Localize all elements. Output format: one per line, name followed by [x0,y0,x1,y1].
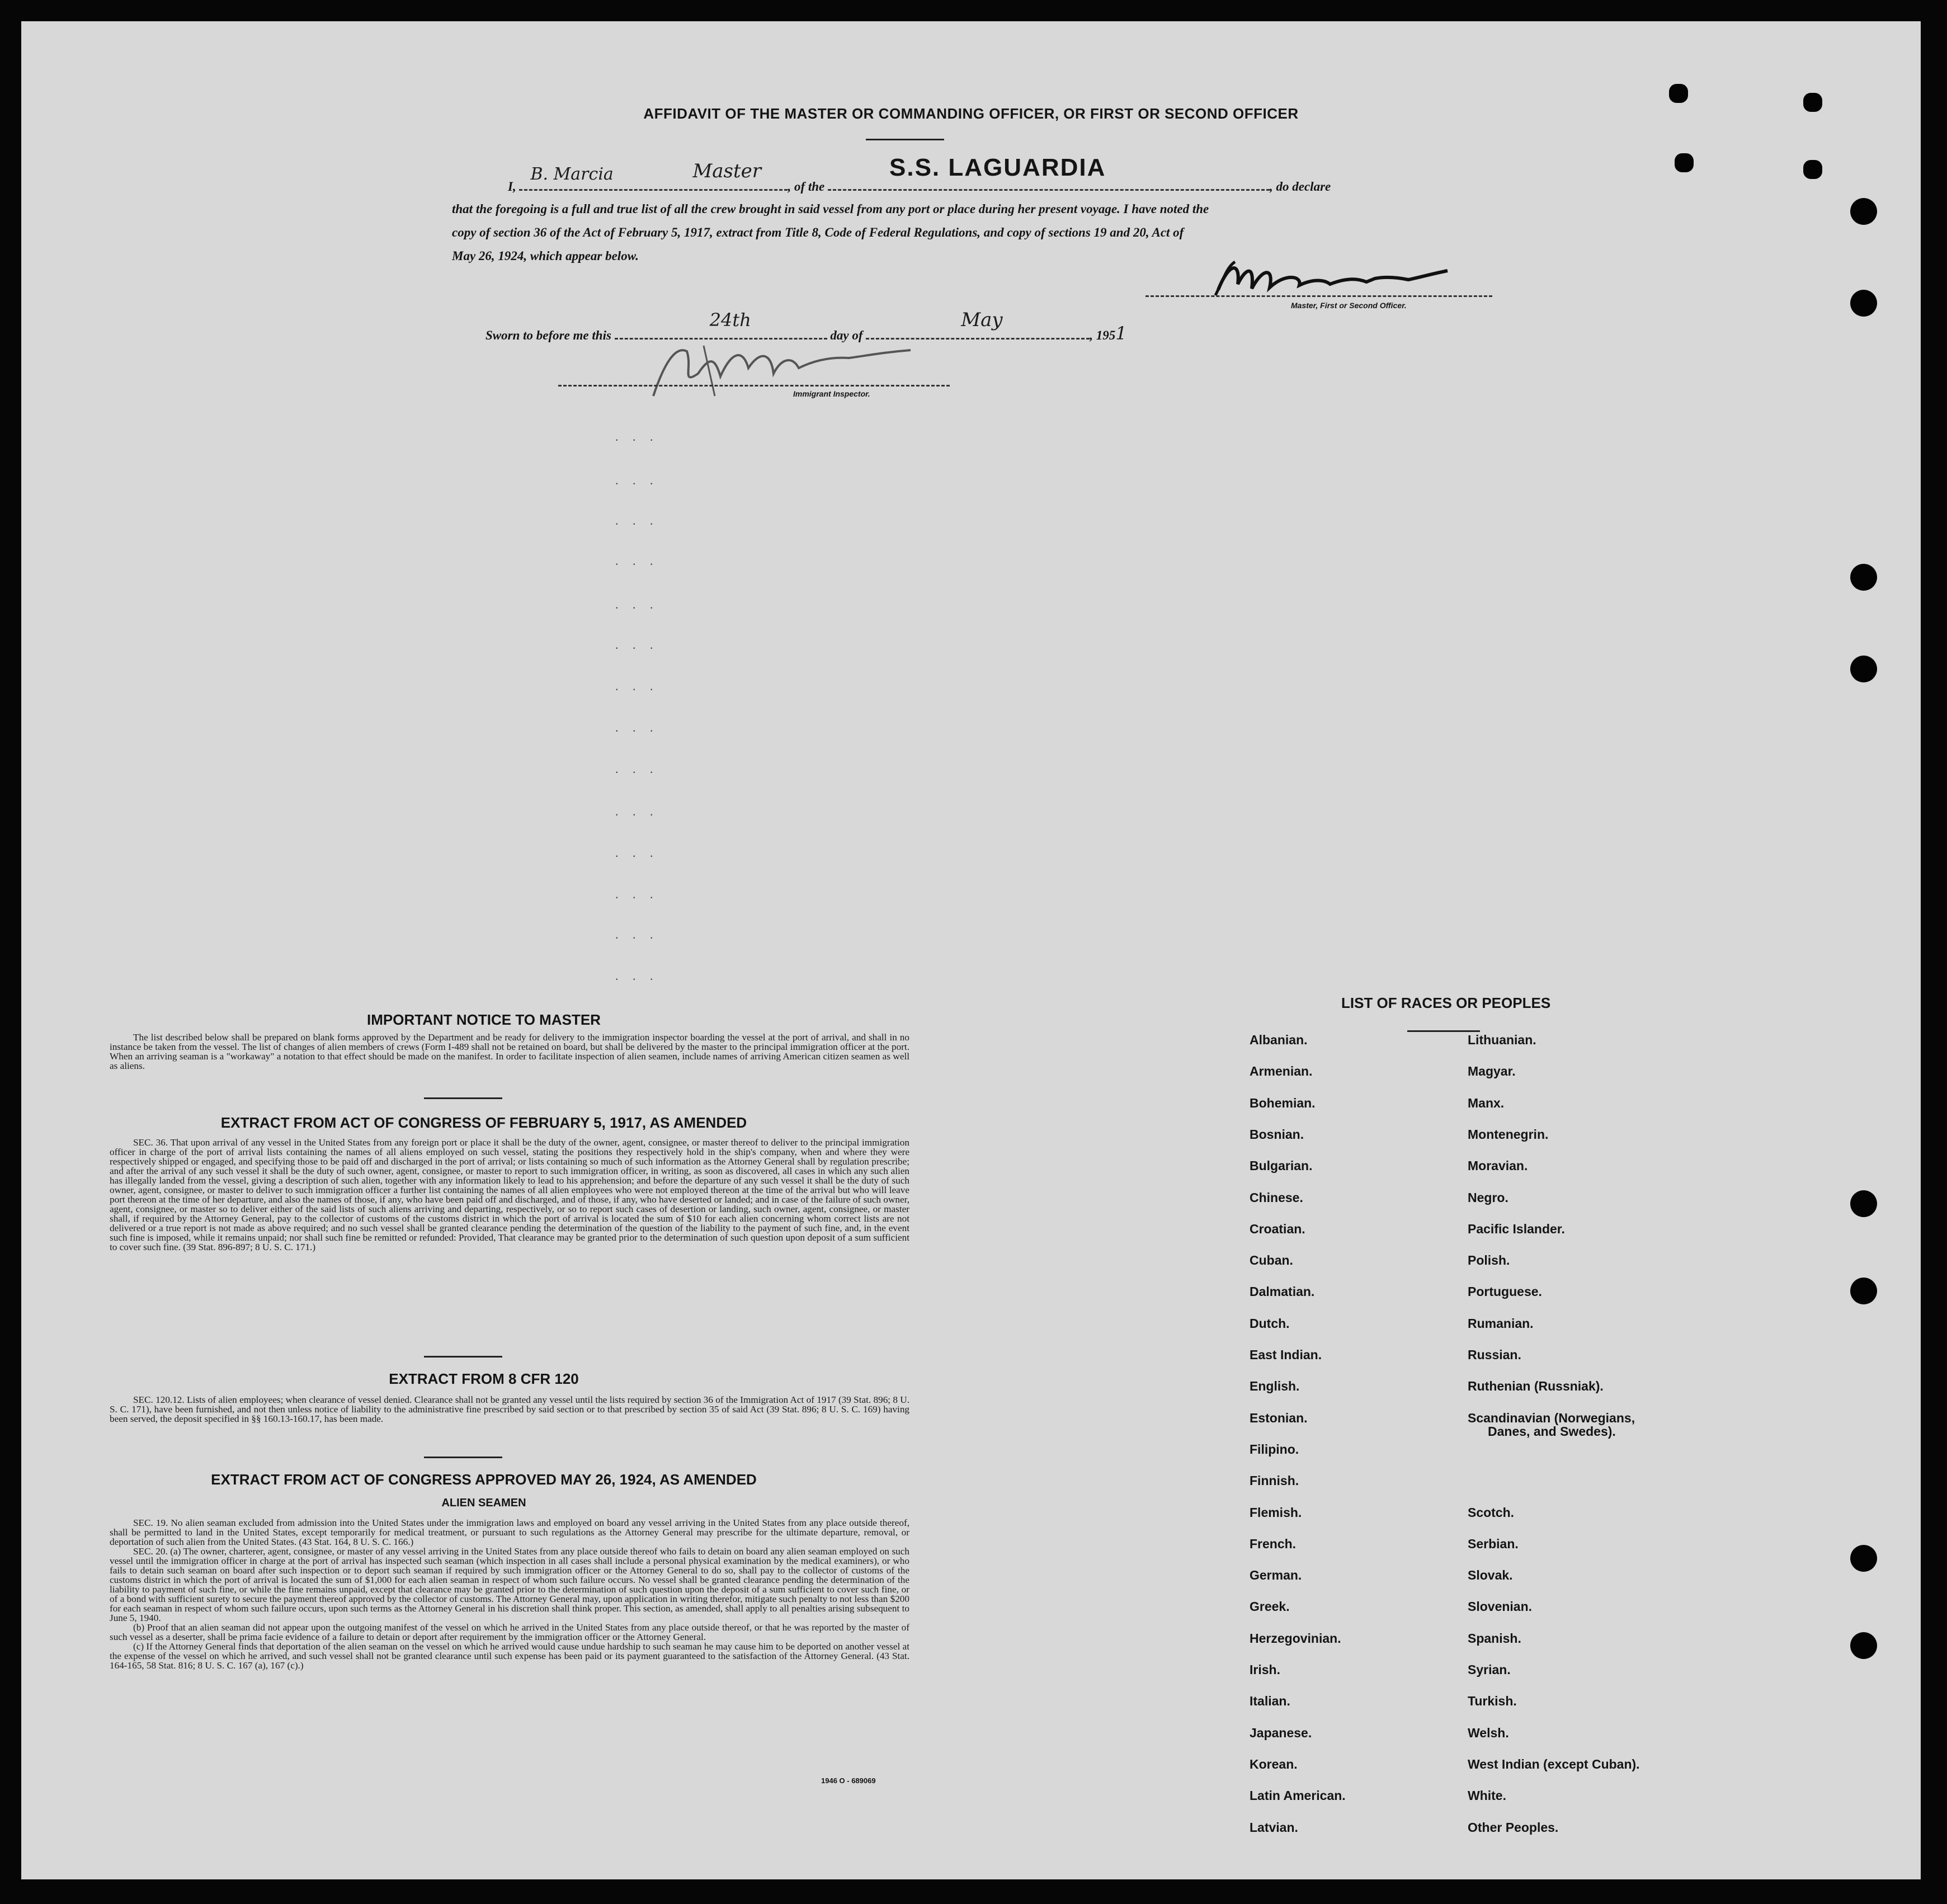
master-signature-line [1145,295,1492,297]
race-item: Lithuanian. [1468,1033,1536,1047]
affidavit-title: AFFIDAVIT OF THE MASTER OR COMMANDING OFFICER, OR FIRST OR SECOND OFFICER [643,105,1299,122]
race-item: Portuguese. [1468,1284,1542,1299]
vessel-name: S.S. LAGUARDIA [889,154,1106,181]
binder-hole [1850,1278,1877,1304]
race-item: Greek. [1250,1599,1290,1614]
race-item: Montenegrin. [1468,1127,1549,1142]
race-item: Pacific Islander. [1468,1221,1565,1236]
dot-marker: . . . [615,513,659,527]
extract-1924-subtitle: ALIEN SEAMEN [441,1497,526,1509]
year-prefix: , 195 [1090,328,1116,342]
races-rule [1407,1030,1480,1032]
race-item: Manx. [1468,1095,1505,1110]
extract-1924-paragraph: SEC. 20. (a) The owner, charterer, agent, consignee, or master of any vessel arriving in the United States from any place outside thereof who fails to detain on board any alien seaman employed on such vessel until the immigration officer in charge at the port of arrival has inspected such seaman (which inspection in all cases shall include a personal physical examination by the medical examiners), or who fails to detain such seaman on board after such inspection or to deport such seaman if required by such immigration officer or the Attorney General to do so, shall pay to the collector of customs of the customs district in which the port of arrival is located the sum of $1,000 for each alien seaman in respect of whom such failure occurs. No vessel shall be granted clearance pending the determination of the liability to payment of such fine, or while the fine remains unpaid, except that clearance may be granted prior to the determination of such question upon the deposit of a sum sufficient to cover such fine, or of a bond with sufficient surety to secure the payment thereof approved by the collector of customs. The Attorney General may, upon application in writing therefor, mitigate such penalty to not less than $200 for each seaman in respect of whom such failure occurs, upon such terms as the Attorney General in his discretion shall think proper. This section, as amended, shall apply to all penalties arising subsequent to June 5, 1940. [110,1546,909,1623]
race-item: Cuban. [1250,1253,1293,1268]
section-rule [424,1356,502,1358]
binder-hole [1850,198,1877,225]
binder-hole [1669,84,1688,103]
extract-1917-paragraph: SEC. 36. That upon arrival of any vessel in the United States from any foreign port or place it shall be the duty of the owner, agent, consignee, or master thereof to deliver to the principal immigration officer in charge of the port of arrival lists containing the names of all aliens employed on such vessel, stating the positions they respectively hold in the ship's company, when and where they were respectively shipped or engaged, and specifying those to be paid off and discharged in the port of arrival; or lists containing so much of such information as the Attorney General shall by regulation prescribe; and after the arrival of any such vessel it shall be the duty of such owner, agent, consignee, or master to report to such immigration officer, in writing, as soon as discovered, all cases in which any such alien has illegally landed from the vessel, giving a description of such alien, together with any information likely to lead to his apprehension; and before the departure of any such vessel it shall be the duty of such owner, agent, consignee, or master to deliver to such immigration officer a further list containing the names of all alien employees who were not employed thereon at the time of the arrival but who will leave port thereon at the time of her departure, and also the names of those, if any, who have been paid off and discharged, and of those, if any, who have deserted or landed; and in case of the failure of such owner, agent, consignee, or master so to deliver either of the said lists of such aliens arriving and departing, respectively, or so to report such cases of desertion or landing, such owner, agent, consignee, or master shall, if required by the Attorney General, pay to the collector of customs of the customs district in which the port of arrival is located the sum of $10 for each alien concerning whom correct lists are not delivered or a true report is not made as above required; and no such vessel shall be granted clearance pending the determination of the question of the liability to the payment of such fine, and, in the event such fine is imposed, while it remains unpaid; nor shall such fine be remitted or refunded: Provided, That clearance may be granted prior to the determination of such question upon deposit of a sum sufficient to cover such fine. (39 Stat. 896-897; 8 U. S. C. 171.) [110,1137,909,1252]
sworn-label: Sworn to before me this [485,328,611,342]
race-item: Bulgarian. [1250,1158,1313,1173]
extract-1924-paragraph: SEC. 19. No alien seaman excluded from admission into the United States under the immigration laws and employed on board any vessel arriving in the United States from any place outside thereof, shall be permitted to land in the United States, except temporarily for medical treatment, or pursuant to such regulations as the Attorney General may prescribe for the ultimate departure, removal, or deportation of such alien from the United States. (43 Stat. 164, 8 U. S. C. 166.) [110,1517,909,1547]
extract-cfr-text [110,1395,909,1424]
race-item: Moravian. [1468,1158,1528,1173]
race-item: German. [1250,1568,1302,1583]
race-item: Latin American. [1250,1788,1346,1803]
race-item: Dutch. [1250,1316,1290,1331]
binder-hole [1675,153,1694,172]
binder-hole [1850,656,1877,682]
dot-marker: . . . [615,720,659,734]
race-item: Finnish. [1250,1473,1299,1488]
section-rule [424,1097,502,1099]
dot-marker: . . . [615,804,659,818]
race-item: Filipino. [1250,1441,1299,1457]
dot-marker: . . . [615,430,659,444]
document-page [21,21,1921,1879]
i-label: I, [508,180,516,194]
section-rule [424,1457,502,1458]
binder-hole [1850,290,1877,317]
extract-1924-paragraph: (c) If the Attorney General finds that deportation of the alien seaman on the vessel on which he arrived would cause undue hardship to such seaman he may cause him to be deported on another vessel at the expense of the vessel on which he arrived, and such vessel shall not be granted clearance until such expense has been paid or its payment guaranteed to the satisfaction of the Attorney General. (43 Stat. 164-165, 58 Stat. 816; 8 U. S. C. 167 (a), 167 (c).) [110,1641,909,1671]
race-item: Estonian. [1250,1410,1308,1425]
race-item: Chinese. [1250,1190,1303,1205]
extract-cfr-paragraph: SEC. 120.12. Lists of alien employees; when clearance of vessel denied. Clearance shall not be granted any vessel until the lists required by section 36 of the Immigration Act of 1917 (39 Stat. 896; 8 U. S. C. 171), have been furnished, and not then unless notice of liability to the administrative fine prescribed by said section or to that prescribed by section 35 of said Act (39 Stat. 896; 8 U. S. C. 169) having been served, the deposit specified in §§ 160.13-160.17, has been made. [110,1394,909,1424]
extract-1924-title: EXTRACT FROM ACT OF CONGRESS APPROVED MAY 26, 1924, AS AMENDED [211,1471,757,1488]
dot-marker: . . . [615,473,659,487]
dot-marker: . . . [615,679,659,693]
declaration-line-1 [508,154,1526,199]
binder-hole [1850,564,1877,591]
notice-title: IMPORTANT NOTICE TO MASTER [367,1011,601,1028]
race-item: Welsh. [1468,1725,1509,1740]
inspector-caption: Immigrant Inspector. [793,389,870,398]
race-item: Croatian. [1250,1221,1305,1236]
race-item: Ruthenian (Russniak). [1468,1379,1604,1394]
dot-marker: . . . [615,846,659,860]
race-item: Slovak. [1468,1568,1513,1583]
race-item: Danes, and Swedes). [1488,1424,1616,1439]
race-item: Bohemian. [1250,1095,1316,1110]
binder-hole [1803,160,1822,179]
race-item: Negro. [1468,1190,1508,1205]
races-title: LIST OF RACES OR PEOPLES [1341,995,1551,1011]
race-item: Spanish. [1468,1630,1521,1646]
declaration-line-4: May 26, 1924, which appear below. [452,249,639,263]
do-declare-label: , do declare [1270,180,1331,194]
race-item: Rumanian. [1468,1316,1534,1331]
race-item: Polish. [1468,1253,1510,1268]
race-item: Herzegovinian. [1250,1630,1341,1646]
inspector-signature [631,334,944,407]
race-item: Dalmatian. [1250,1284,1315,1299]
race-item: Magyar. [1468,1064,1516,1079]
race-item: Korean. [1250,1756,1298,1771]
race-item: Irish. [1250,1662,1280,1677]
dot-marker: . . . [615,887,659,901]
binder-hole [1850,1632,1877,1659]
master-signature [1207,245,1464,307]
dot-marker: . . . [615,969,659,983]
inspector-signature-line [558,385,950,387]
dot-marker: . . . [615,638,659,652]
binder-hole [1850,1545,1877,1572]
race-item: Slovenian. [1468,1599,1533,1614]
declaration-line-3: copy of section 36 of the Act of February 5, 1917, extract from Title 8, Code of Federal Regulations, and copy of sections 19 and 20, Act of [452,225,1184,239]
race-item: West Indian (except Cuban). [1468,1756,1640,1771]
race-item: Latvian. [1250,1820,1298,1835]
race-item: East Indian. [1250,1347,1322,1362]
of-the-label: , of the [788,180,825,194]
master-name-handwritten: B. Marcia [530,164,614,184]
race-item: Albanian. [1250,1033,1308,1047]
binder-hole [1850,1190,1877,1217]
notice-text [110,1033,909,1071]
extract-cfr-title: EXTRACT FROM 8 CFR 120 [389,1370,579,1387]
race-item: White. [1468,1788,1506,1803]
sworn-day-handwritten: 24th [709,309,751,331]
day-of-label: day of [830,328,863,342]
dot-marker: . . . [615,927,659,941]
race-item: French. [1250,1536,1297,1551]
notice-paragraph: The list described below shall be prepared on blank forms approved by the Department and be ready for delivery to the immigration inspector boarding the vessel at the port of arrival, and shall in no instance be taken from the vessel. The list of changes of alien members of crews (Form I-489 shall not be retained on board, but shall be delivered by the master to the principal immigration officer at the port. When an arriving seaman is a "workaway" a notation to that effect should be made on the manifest. In order to facilitate inspection of alien seamen, include names of arriving American citizen seamen as well as aliens. [110,1032,909,1071]
race-item: Bosnian. [1250,1127,1304,1142]
extract-1924-paragraph: (b) Proof that an alien seaman did not appear upon the outgoing manifest of the vessel on which he arrived in the United States from any place outside thereof, or that he was reported by the master of such vessel as a deserter, shall be prima facie evidence of a failure to detain or deport after requirement by the immigration officer or the Attorney General. [110,1622,909,1642]
race-item: Other Peoples. [1468,1820,1559,1835]
race-item: Armenian. [1250,1064,1313,1079]
race-item: English. [1250,1379,1300,1394]
race-item: Syrian. [1468,1662,1511,1677]
dot-marker: . . . [615,762,659,776]
declaration-line-2: that the foregoing is a full and true list of all the crew brought in said vessel from any port or place during her present voyage. I have noted the [452,202,1209,216]
race-item: Scotch. [1468,1505,1515,1520]
race-item: Italian. [1250,1694,1290,1709]
extract-1917-title: EXTRACT FROM ACT OF CONGRESS OF FEBRUARY 5, 1917, AS AMENDED [220,1114,747,1131]
race-item: Russian. [1468,1347,1521,1362]
race-item: Flemish. [1250,1505,1302,1520]
extract-1924-text [110,1518,909,1670]
dot-marker: . . . [615,597,659,611]
extract-1917-text [110,1138,909,1252]
print-code: 1946 O - 689069 [821,1776,876,1785]
race-item: Japanese. [1250,1725,1312,1740]
master-position-handwritten: Master [692,160,762,182]
race-item: Scandinavian (Norwegians, [1468,1410,1635,1425]
race-item: Turkish. [1468,1694,1517,1709]
title-rule [866,139,944,140]
race-item: Serbian. [1468,1536,1519,1551]
sworn-month-handwritten: May [961,309,1003,331]
dot-marker: . . . [615,554,659,568]
sworn-year-handwritten: 1 [1115,323,1127,344]
master-signature-caption: Master, First or Second Officer. [1291,301,1407,310]
